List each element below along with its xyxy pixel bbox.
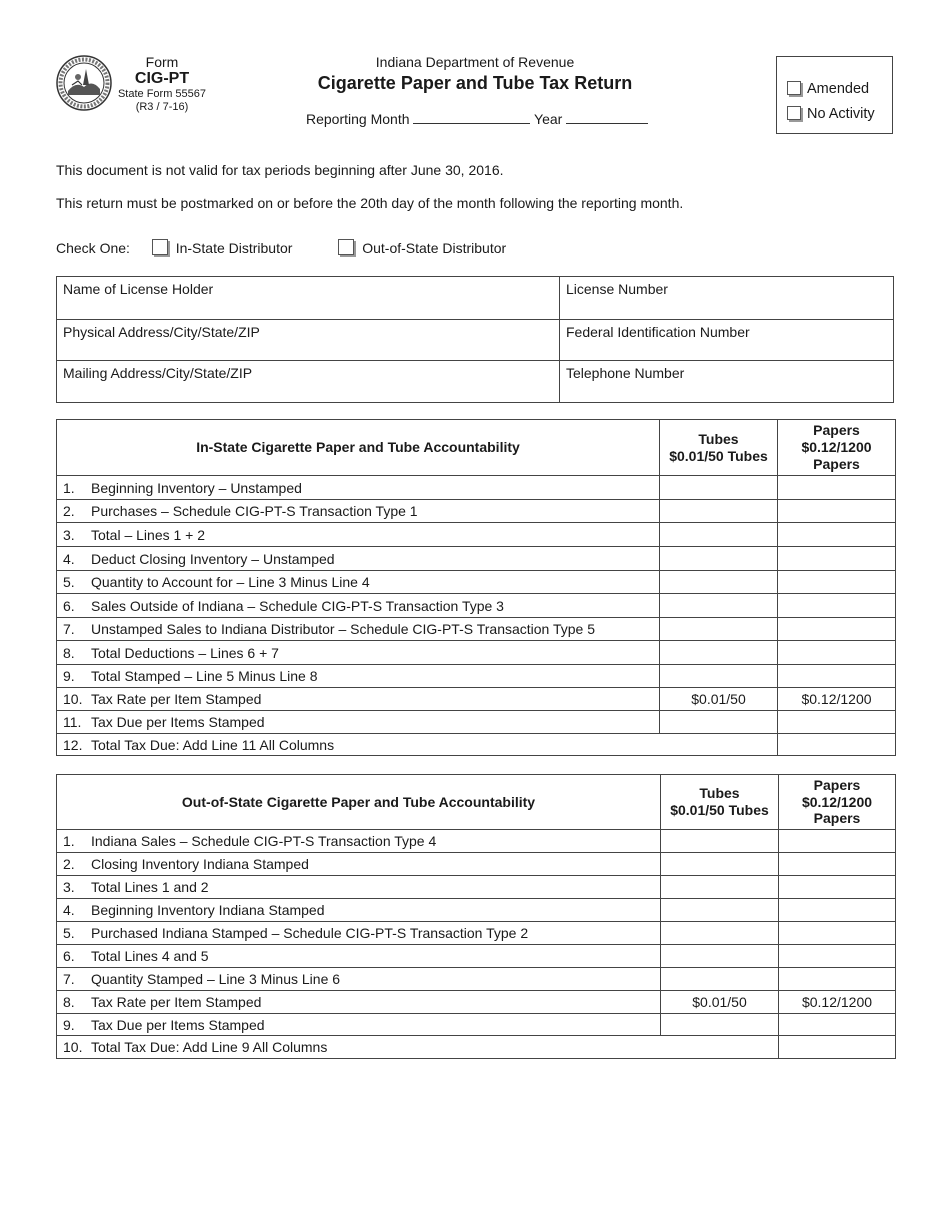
line-label	[57, 594, 660, 618]
tubes-cell[interactable]	[661, 945, 779, 968]
papers-cell[interactable]	[778, 665, 896, 688]
in-state-label: In-State Distributor	[175, 240, 293, 256]
license-number-field[interactable]	[560, 277, 894, 319]
line-number: 4.	[63, 550, 75, 567]
line-number: 7.	[63, 621, 75, 637]
line-label	[57, 853, 661, 876]
tubes-cell[interactable]	[660, 500, 778, 523]
papers-cell[interactable]	[778, 641, 896, 665]
line-label	[57, 711, 660, 734]
line-number: 6.	[63, 948, 75, 964]
line-label	[57, 500, 660, 523]
line-description: Quantity to Account for – Line 3 Minus Line 4	[91, 574, 370, 590]
state-seal-icon	[56, 55, 112, 111]
line-description: Total Tax Due: Add Line 9 All Columns	[91, 1039, 328, 1055]
telephone-label: Telephone Number	[566, 365, 685, 381]
page-title: Cigarette Paper and Tube Tax Return	[317, 73, 633, 93]
line-description: Beginning Inventory Indiana Stamped	[91, 902, 325, 918]
table-row	[57, 945, 896, 968]
line-description: Purchased Indiana Stamped – Schedule CIG-PT-S Transaction Type 2	[91, 925, 529, 941]
form-identifier	[112, 54, 212, 114]
tubes-cell[interactable]: $0.01/50	[661, 991, 779, 1014]
mailing-address-field[interactable]	[57, 361, 559, 403]
reporting-period	[306, 111, 648, 127]
tubes-cell[interactable]	[660, 523, 778, 547]
amended-label: Amended	[807, 81, 870, 97]
tubes-cell[interactable]	[661, 830, 779, 853]
fein-field[interactable]	[560, 320, 894, 360]
table-row	[57, 594, 896, 618]
physical-address-label: Physical Address/City/State/ZIP	[63, 324, 260, 340]
reporting-month-field[interactable]	[413, 111, 530, 124]
license-info-grid	[56, 276, 894, 403]
out-of-state-heading: Out-of-State Cigarette Paper and Tube Accountability	[57, 775, 661, 830]
amended-checkbox[interactable]	[787, 81, 801, 95]
table-row	[57, 991, 896, 1014]
form-revision: (R3 / 7-16)	[135, 101, 189, 114]
line-label	[57, 922, 661, 945]
state-form-number: State Form 55567	[117, 88, 207, 101]
line-number: 2.	[63, 856, 75, 872]
papers-cell[interactable]	[778, 547, 896, 571]
tubes-cell[interactable]	[661, 922, 779, 945]
line-number: 4.	[63, 902, 75, 918]
no-activity-label: No Activity	[807, 106, 875, 122]
papers-cell[interactable]: $0.12/1200	[778, 688, 896, 711]
table-row	[57, 665, 896, 688]
year-field[interactable]	[566, 111, 648, 124]
telephone-field[interactable]	[560, 361, 894, 403]
line-number: 6.	[63, 597, 75, 614]
amended-option[interactable]	[787, 81, 869, 97]
tubes-cell[interactable]	[660, 547, 778, 571]
no-activity-option[interactable]	[787, 106, 875, 122]
line-label	[57, 1014, 661, 1036]
tubes-cell[interactable]	[660, 571, 778, 594]
table-row	[57, 688, 896, 711]
year-label: Year	[534, 111, 563, 127]
line-label	[57, 688, 660, 711]
line-number: 2.	[63, 503, 75, 519]
papers-cell[interactable]	[779, 830, 896, 853]
mailing-address-label: Mailing Address/City/State/ZIP	[63, 365, 253, 381]
line-number: 7.	[63, 971, 75, 987]
line-description: Indiana Sales – Schedule CIG-PT-S Transaction Type 4	[91, 833, 437, 849]
line-description: Total Lines 4 and 5	[91, 948, 209, 964]
line-number: 5.	[63, 925, 75, 941]
line-description: Total Lines 1 and 2	[91, 879, 209, 895]
license-number-label: License Number	[566, 281, 668, 297]
line-number: 12.	[63, 736, 83, 753]
line-label	[57, 476, 660, 500]
papers-cell[interactable]	[779, 853, 896, 876]
papers-cell[interactable]	[779, 945, 896, 968]
tubes-cell[interactable]	[660, 711, 778, 734]
papers-cell[interactable]	[779, 922, 896, 945]
total-tax-due-cell[interactable]	[779, 1036, 896, 1059]
table-row	[57, 830, 896, 853]
line-label	[57, 945, 661, 968]
tubes-cell[interactable]	[661, 876, 779, 899]
total-label	[57, 734, 778, 756]
line-label	[57, 547, 660, 571]
reporting-month-label: Reporting Month	[306, 111, 410, 127]
line-description: Sales Outside of Indiana – Schedule CIG-PT-S Transaction Type 3	[91, 597, 504, 614]
line-description: Tax Due per Items Stamped	[91, 1016, 265, 1033]
papers-cell[interactable]	[778, 500, 896, 523]
table-row	[57, 853, 896, 876]
out-of-state-label: Out-of-State Distributor	[362, 240, 507, 256]
line-description: Purchases – Schedule CIG-PT-S Transaction Type 1	[91, 503, 418, 519]
line-number: 1.	[63, 833, 75, 849]
papers-cell[interactable]	[778, 523, 896, 547]
line-number: 10.	[63, 1039, 83, 1055]
table-row	[57, 968, 896, 991]
line-number: 3.	[63, 879, 75, 895]
line-number: 11.	[63, 714, 82, 730]
papers-cell[interactable]	[779, 876, 896, 899]
line-description: Deduct Closing Inventory – Unstamped	[91, 550, 335, 567]
table-row	[57, 547, 896, 571]
line-description: Total Tax Due: Add Line 11 All Columns	[91, 736, 335, 753]
table-row	[57, 876, 896, 899]
tubes-column-header: Tubes $0.01/50 Tubes	[661, 775, 779, 830]
table-row	[57, 899, 896, 922]
line-number: 3.	[63, 526, 75, 543]
in-state-checkbox[interactable]	[152, 239, 168, 255]
line-description: Quantity Stamped – Line 3 Minus Line 6	[91, 971, 341, 987]
line-label	[57, 968, 661, 991]
line-label	[57, 830, 661, 853]
out-of-state-table	[56, 774, 896, 1059]
validity-note: This document is not valid for tax periods beginning after June 30, 2016.	[56, 162, 504, 178]
line-number: 8.	[63, 994, 75, 1010]
line-label	[57, 665, 660, 688]
out-of-state-checkbox[interactable]	[338, 239, 354, 255]
line-description: Unstamped Sales to Indiana Distributor – Schedule CIG-PT-S Transaction Type 5	[91, 621, 595, 637]
line-number: 1.	[63, 479, 75, 496]
line-number: 9.	[63, 668, 75, 684]
check-one-label: Check One:	[56, 240, 130, 256]
line-description: Total – Lines 1 + 2	[91, 526, 206, 543]
table-row	[57, 922, 896, 945]
papers-cell[interactable]	[779, 968, 896, 991]
tubes-cell[interactable]: $0.01/50	[660, 688, 778, 711]
line-description: Total Stamped – Line 5 Minus Line 8	[91, 668, 318, 684]
line-number: 10.	[63, 691, 83, 707]
total-tax-due-cell[interactable]	[778, 734, 896, 756]
in-state-heading: In-State Cigarette Paper and Tube Accountability	[57, 420, 660, 476]
line-description: Tax Rate per Item Stamped	[91, 691, 262, 707]
license-holder-name-label: Name of License Holder	[63, 281, 214, 297]
papers-cell[interactable]	[779, 899, 896, 922]
line-label	[57, 876, 661, 899]
tubes-cell[interactable]	[660, 641, 778, 665]
papers-cell[interactable]: $0.12/1200	[779, 991, 896, 1014]
table-row	[57, 711, 896, 734]
table-row	[57, 523, 896, 547]
line-label	[57, 899, 661, 922]
line-number: 8.	[63, 644, 75, 661]
tubes-cell[interactable]	[660, 476, 778, 500]
table-row	[57, 476, 896, 500]
papers-cell[interactable]	[779, 1014, 896, 1036]
in-state-table	[56, 419, 896, 756]
table-row	[57, 641, 896, 665]
table-row	[57, 500, 896, 523]
papers-column-header: Papers $0.12/1200 Papers	[778, 420, 896, 476]
line-description: Tax Due per Items Stamped	[91, 714, 265, 730]
papers-cell[interactable]	[778, 618, 896, 641]
total-row	[57, 1036, 896, 1059]
papers-cell[interactable]	[778, 711, 896, 734]
tubes-cell[interactable]	[660, 665, 778, 688]
tubes-column-header: Tubes $0.01/50 Tubes	[660, 420, 778, 476]
line-description: Closing Inventory Indiana Stamped	[91, 856, 309, 872]
papers-cell[interactable]	[778, 571, 896, 594]
papers-cell[interactable]	[778, 594, 896, 618]
papers-cell[interactable]	[778, 476, 896, 500]
distributor-type	[56, 239, 506, 256]
papers-column-header: Papers $0.12/1200 Papers	[779, 775, 896, 830]
line-label	[57, 571, 660, 594]
form-code: CIG-PT	[134, 70, 190, 88]
tubes-cell[interactable]	[661, 968, 779, 991]
table-row	[57, 618, 896, 641]
no-activity-checkbox[interactable]	[787, 106, 801, 120]
tubes-cell[interactable]	[661, 1014, 779, 1036]
line-description: Total Deductions – Lines 6 + 7	[91, 644, 279, 661]
line-description: Tax Rate per Item Stamped	[91, 994, 262, 1010]
postmark-note: This return must be postmarked on or before the 20th day of the month following the reporting month.	[56, 195, 684, 211]
status-box	[776, 56, 893, 134]
form-word: Form	[145, 54, 179, 70]
line-label	[57, 618, 660, 641]
department-name: Indiana Department of Revenue	[375, 54, 575, 70]
total-row	[57, 734, 896, 756]
line-number: 5.	[63, 574, 75, 590]
tubes-cell[interactable]	[661, 899, 779, 922]
total-label	[57, 1036, 779, 1059]
line-label	[57, 523, 660, 547]
tubes-cell[interactable]	[660, 594, 778, 618]
tubes-cell[interactable]	[661, 853, 779, 876]
physical-address-field[interactable]	[57, 320, 559, 360]
license-holder-name-field[interactable]	[57, 277, 559, 319]
line-description: Beginning Inventory – Unstamped	[91, 479, 302, 496]
table-row	[57, 571, 896, 594]
line-number: 9.	[63, 1016, 75, 1033]
line-label	[57, 641, 660, 665]
fein-label: Federal Identification Number	[566, 324, 750, 340]
tubes-cell[interactable]	[660, 618, 778, 641]
table-row	[57, 1014, 896, 1036]
line-label	[57, 991, 661, 1014]
